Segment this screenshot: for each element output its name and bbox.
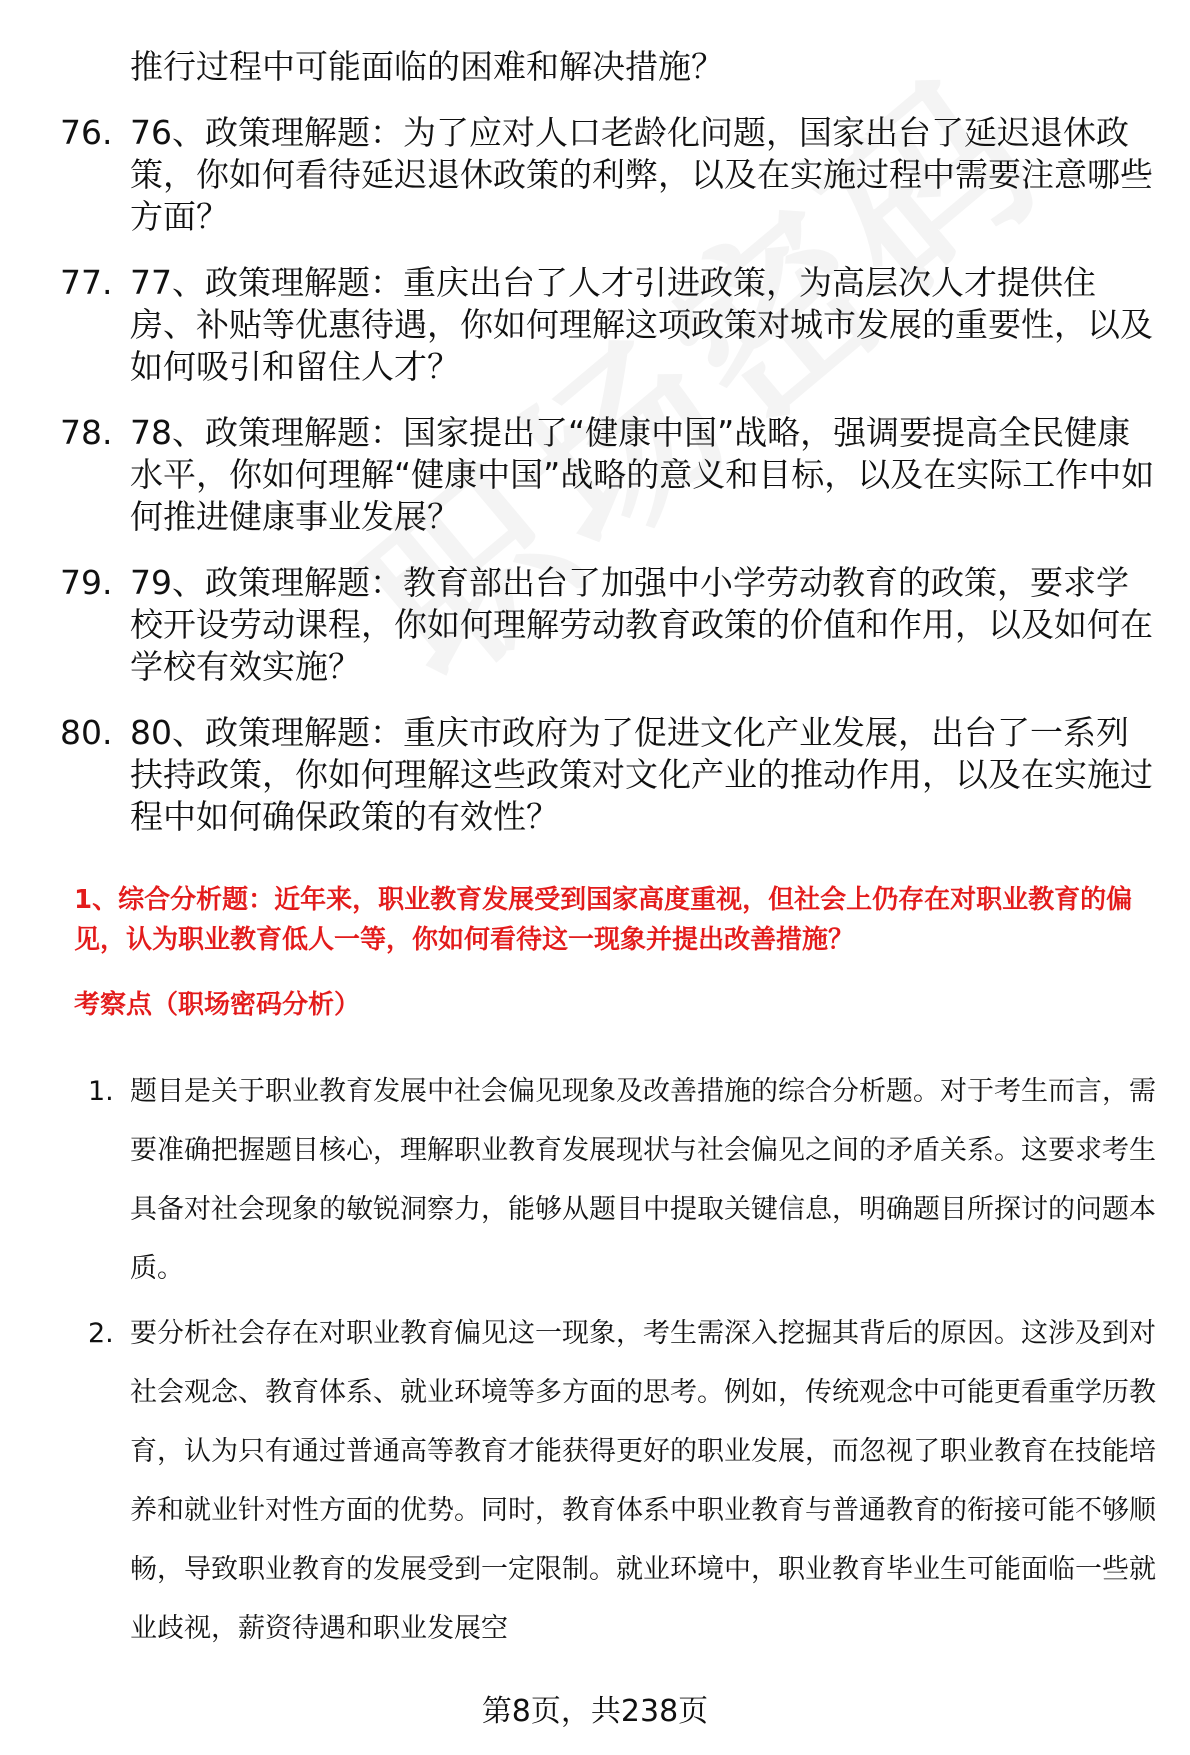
question-item bbox=[60, 712, 1160, 838]
question-text: 79、政策理解题：教育部出台了加强中小学劳动教育的政策，要求学校开设劳动课程，你如何理解劳动教育政策的价值和作用，以及如何在学校有效实施？ bbox=[130, 563, 1153, 686]
question-number: 76. bbox=[60, 113, 113, 152]
point-text: 题目是关于职业教育发展中社会偏见现象及改善措施的综合分析题。对于考生而言，需要准确把握题目核心，理解职业教育发展现状与社会偏见之间的矛盾关系。这要求考生具备对社会现象的敏锐洞察力，能够从题目中提取关键信息，明确题目所探讨的问题本质。 bbox=[130, 1076, 1156, 1284]
key-points-title: 考察点（职场密码分析） bbox=[74, 990, 361, 1020]
question-list bbox=[60, 46, 1160, 838]
question-item bbox=[60, 112, 1160, 238]
question-continuation: 推行过程中可能面临的困难和解决措施？ bbox=[130, 47, 724, 86]
point-text: 要分析社会存在对职业教育偏见这一现象，考生需深入挖掘其背后的原因。这涉及到对社会观念、教育体系、就业环境等多方面的思考。例如，传统观念中可能更看重学历教育，认为只有通过普通高等教育才能获得更好的职业发展，而忽视了职业教育在技能培养和就业针对性方面的优势。同时，教育体系中职业教育与普通教育的衔接可能不够顺畅，导致职业教育的发展受到一定限制。就业环境中，职业教育毕业生可能面临一些就业歧视，薪资待遇和职业发展空 bbox=[130, 1318, 1156, 1644]
question-item bbox=[60, 262, 1160, 388]
question-number: 78. bbox=[60, 413, 113, 452]
question-number: 79. bbox=[60, 563, 113, 602]
question-item bbox=[60, 562, 1160, 688]
question-item bbox=[60, 412, 1160, 538]
question-text: 80、政策理解题：重庆市政府为了促进文化产业发展，出台了一系列扶持政策，你如何理解这些政策对文化产业的推动作用，以及在实施过程中如何确保政策的有效性？ bbox=[130, 713, 1153, 836]
question-number: 77. bbox=[60, 263, 113, 302]
analysis-point bbox=[88, 1304, 1158, 1658]
page-footer: 第8页，共238页 bbox=[481, 1694, 709, 1729]
question-text: 76、政策理解题：为了应对人口老龄化问题，国家出台了延迟退休政策，你如何看待延迟退休政策的利弊，以及在实施过程中需要注意哪些方面？ bbox=[130, 113, 1153, 236]
point-number: 1. bbox=[88, 1076, 114, 1107]
point-number: 2. bbox=[88, 1318, 114, 1349]
question-text: 77、政策理解题：重庆出台了人才引进政策，为高层次人才提供住房、补贴等优惠待遇，你如何理解这项政策对城市发展的重要性，以及如何吸引和留住人才？ bbox=[130, 263, 1153, 386]
analysis-point bbox=[88, 1062, 1158, 1298]
analysis-question: 1、综合分析题：近年来，职业教育发展受到国家高度重视，但社会上仍存在对职业教育的偏见，认为职业教育低人一等，你如何看待这一现象并提出改善措施？ bbox=[74, 885, 1133, 955]
question-text: 78、政策理解题：国家提出了“健康中国”战略，强调要提高全民健康水平，你如何理解“健康中国”战略的意义和目标，以及在实际工作中如何推进健康事业发展？ bbox=[130, 413, 1155, 536]
question-number: 80. bbox=[60, 713, 113, 752]
analysis-points bbox=[88, 1062, 1158, 1664]
